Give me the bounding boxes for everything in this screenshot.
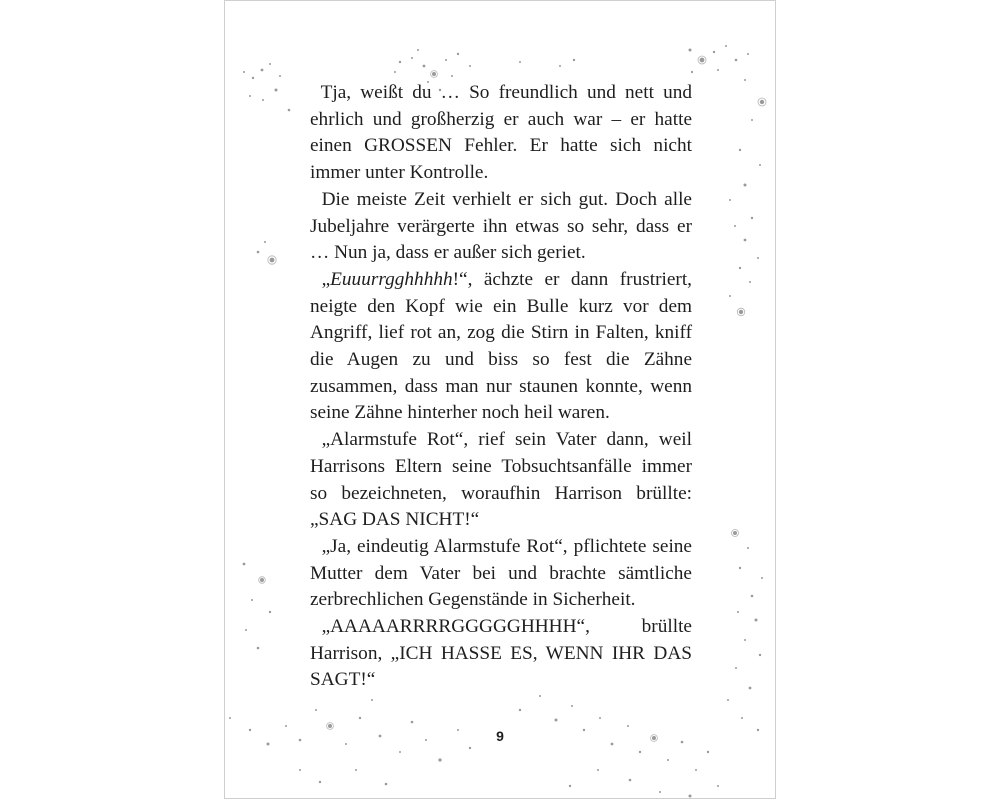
text-segment: „Ja, eindeutig Alarmstufe Rot“, pflichtete seine Mutter dem Vater bei und brachte sämtliche zerbrechlichen Gegenstände in Sicherheit.: [310, 535, 692, 611]
body-text: [310, 80, 692, 694]
page-number: 9: [496, 728, 504, 744]
text-segment: „AAAAARRRRGGGGGHHHH“, brüllte Harrison, „ICH HASSE ES, WENN IHR DAS SAGT!“: [310, 616, 692, 691]
text-segment: Tja, weißt du … So freundlich und nett und ehrlich und großherzig er auch war – er hatte einen GROSSEN Fehler. Er hatte sich nicht immer unter Kontrolle.: [310, 82, 692, 184]
paragraph: [310, 534, 692, 614]
text-segment: „Alarmstufe Rot“, rief sein Vater dann, weil Harrisons Eltern seine Tobsuchtsanfälle immer so bezeichneten, woraufhin Harrison brüllte: „SAG DAS NICHT!“: [310, 429, 692, 531]
paragraph: [310, 427, 692, 534]
text-segment: Die meiste Zeit verhielt er sich gut. Doch alle Jubeljahre verärgerte ihn etwas so sehr, dass er … Nun ja, dass er außer sich geriet.: [310, 188, 692, 264]
paragraph: [310, 80, 692, 187]
text-segment: !“, ächzte er dann frustriert, neigte den Kopf wie ein Bulle kurz vor dem Angriff, lief rot an, zog die Stirn in Falten, kniff die Augen zu und biss so fest die Zähne zusammen, dass man nur staunen konnte, wenn seine Zähne hinterher noch heil waren.: [310, 268, 692, 424]
paragraph: [310, 267, 692, 427]
paragraph: [310, 614, 692, 694]
italic-text: Euuurrgghhhhh: [330, 268, 453, 290]
paragraph: [310, 187, 692, 267]
text-segment: „: [321, 268, 331, 290]
